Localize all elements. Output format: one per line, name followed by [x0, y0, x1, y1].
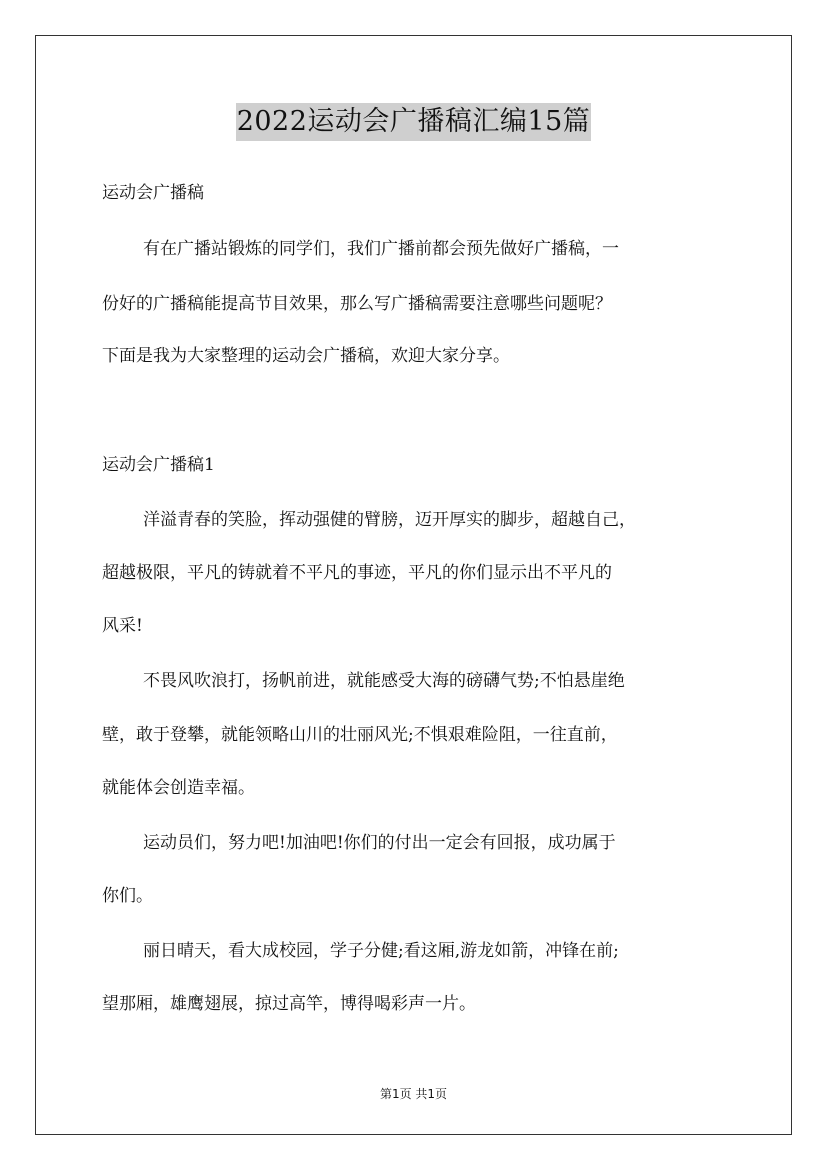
paragraph-line: 不畏风吹浪打，扬帆前进，就能感受大海的磅礴气势;不怕悬崖绝 — [143, 671, 625, 691]
paragraph-line: 洋溢青春的笑脸，挥动强健的臂膀，迈开厚实的脚步，超越自己， — [143, 510, 636, 530]
paragraph-line: 望那厢，雄鹰翅展，掠过高竿，博得喝彩声一片。 — [102, 994, 476, 1014]
paragraph-line: 运动员们，努力吧!加油吧!你们的付出一定会有回报，成功属于 — [143, 833, 616, 853]
section-heading: 运动会广播稿1 — [102, 455, 215, 475]
paragraph-line: 壁，敢于登攀，就能领略山川的壮丽风光;不惧艰难险阻，一往直前， — [102, 725, 618, 745]
paragraph-line: 超越极限，平凡的铸就着不平凡的事迹，平凡的你们显示出不平凡的 — [102, 563, 612, 583]
paragraph-line: 风采! — [102, 616, 143, 636]
page-footer: 第1页 共1页 — [379, 1087, 448, 1101]
document-title: 2022运动会广播稿汇编15篇 — [236, 103, 592, 141]
paragraph-line: 份好的广播稿能提高节目效果，那么写广播稿需要注意哪些问题呢？ — [102, 294, 612, 314]
paragraph-line: 有在广播站锻炼的同学们，我们广播前都会预先做好广播稿，一 — [143, 239, 619, 259]
paragraph-line: 丽日晴天，看大成校园，学子分健;看这厢,游龙如箭，冲锋在前; — [143, 941, 619, 961]
paragraph-line: 就能体会创造幸福。 — [102, 778, 255, 798]
intro-heading: 运动会广播稿 — [102, 183, 204, 203]
title-block — [0, 103, 827, 141]
paragraph-line: 你们。 — [102, 886, 153, 906]
paragraph-line: 下面是我为大家整理的运动会广播稿，欢迎大家分享。 — [102, 346, 510, 366]
